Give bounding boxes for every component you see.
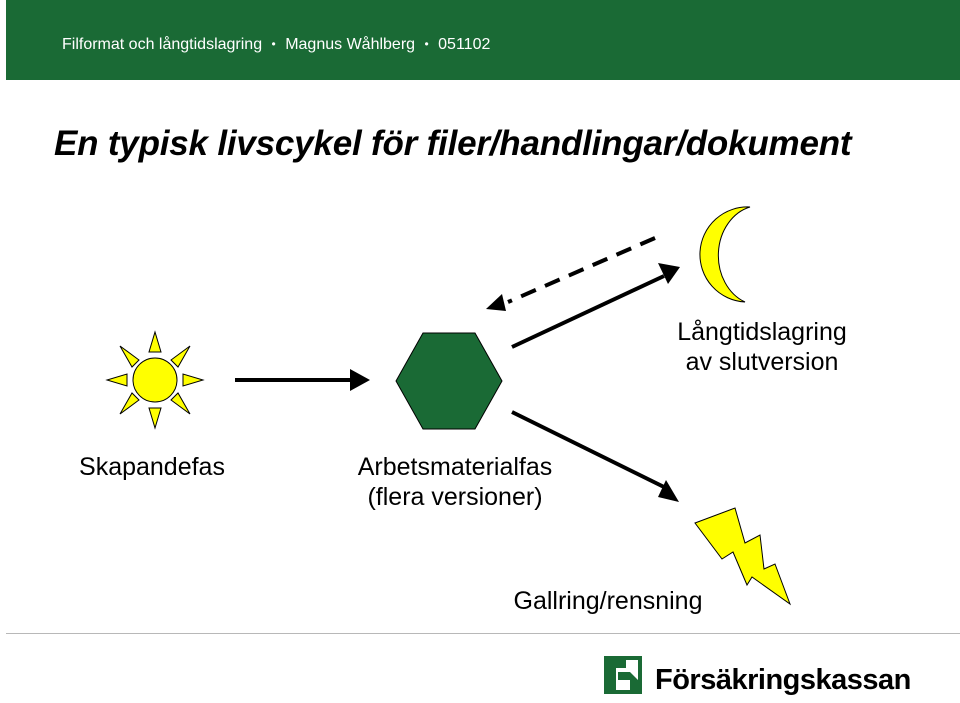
header-course: Filformat och långtidslagring	[62, 36, 263, 53]
header-separator: •	[271, 37, 276, 51]
crescent-moon-icon	[700, 207, 750, 302]
phase-label-working	[330, 452, 580, 512]
logo-wordmark: Försäkringskassan	[655, 664, 911, 696]
dashed-arrow-archive-to-working	[486, 238, 655, 311]
header-separator-2: •	[424, 37, 429, 51]
header-code: 051102	[438, 36, 491, 53]
sun-icon	[107, 332, 203, 428]
phase-label-working-line2: (flera versioner)	[367, 483, 543, 511]
phase-label-creation: Skapandefas	[79, 453, 225, 481]
phase-label-archive	[654, 317, 870, 377]
hexagon-icon	[396, 333, 502, 429]
header-author: Magnus Wåhlberg	[285, 36, 416, 53]
footer-divider	[6, 633, 960, 634]
phase-label-disposal: Gallring/rensning	[513, 587, 703, 615]
phase-label-working-line1: Arbetsmaterialfas	[357, 453, 553, 481]
arrow-creation-to-working	[235, 369, 370, 391]
slide-title: En typisk livscykel för filer/handlingar/dokument	[54, 124, 852, 163]
fk-logo-icon	[604, 656, 642, 694]
phase-label-archive-line2: av slutversion	[685, 348, 839, 376]
phase-label-archive-line1: Långtidslagring	[677, 318, 847, 346]
